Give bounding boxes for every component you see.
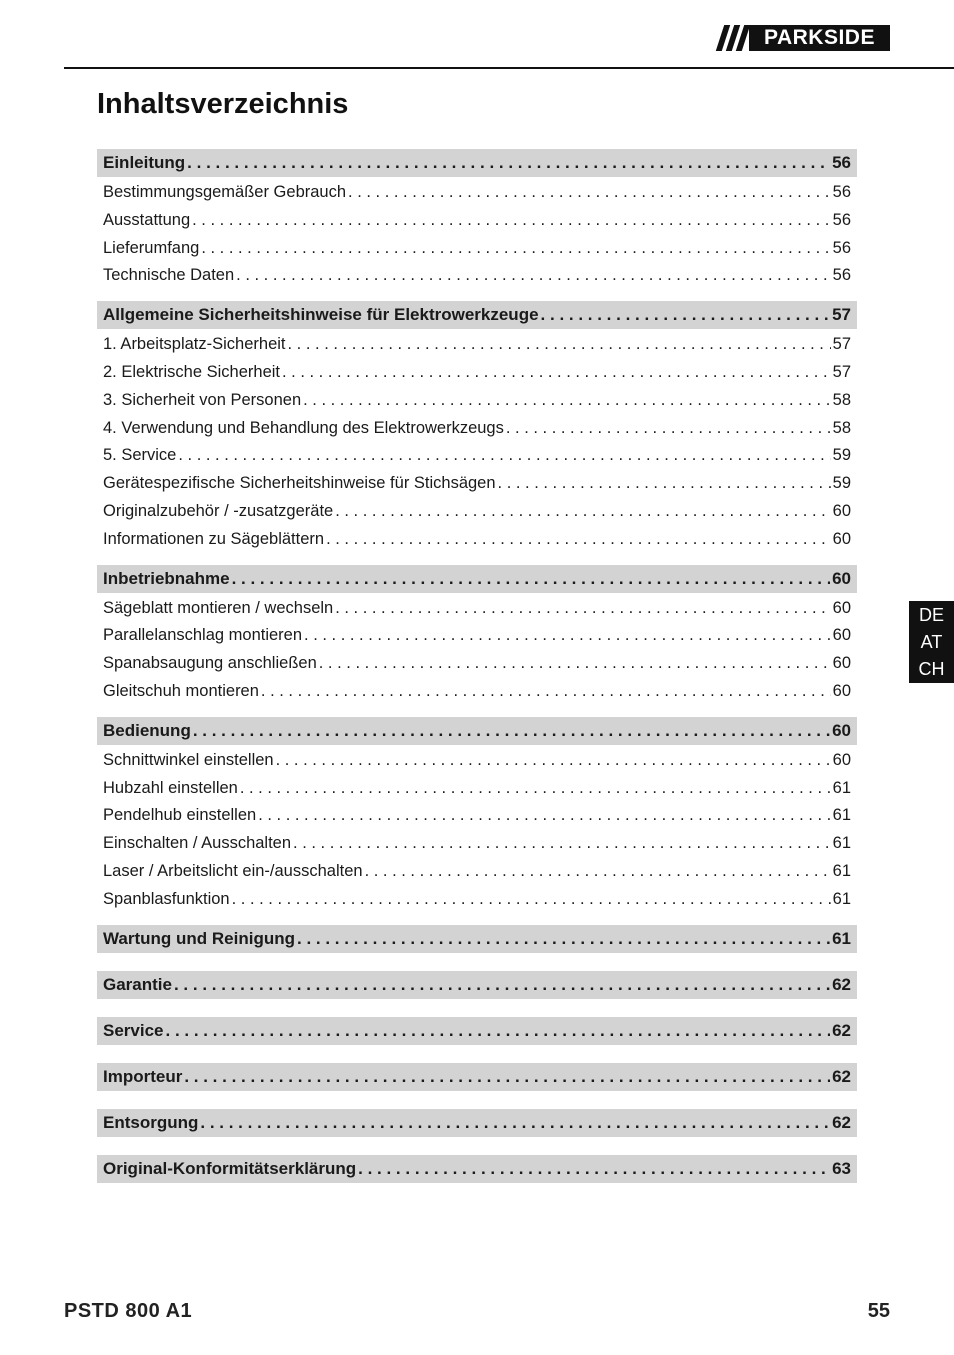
toc-entry-page: 59 [832, 446, 851, 465]
toc-section[interactable] [97, 717, 857, 745]
toc-entry-page: 58 [832, 390, 851, 409]
toc-section-label: Inbetriebnahme [103, 568, 230, 588]
toc-entry-label: 5. Service [103, 446, 177, 465]
toc-entry-label: Spanblasfunktion [103, 889, 230, 908]
toc-section-label: Original-Konformitätserklärung [103, 1158, 357, 1178]
dot-leader [303, 387, 831, 415]
header-rule [64, 67, 954, 69]
toc-entry[interactable] [97, 595, 857, 623]
toc-entry-label: Gerätespezifische Sicherheitshinweise für Stichsägen [103, 474, 496, 493]
toc-section-label: Garantie [103, 974, 172, 994]
toc-section[interactable] [97, 1017, 857, 1045]
toc-section[interactable] [97, 971, 857, 999]
dot-leader [261, 678, 831, 706]
toc-entry-page: 59 [832, 474, 851, 493]
toc-entry-label: Sägeblatt montieren / wechseln [103, 598, 334, 617]
toc-entry-page: 57 [832, 335, 851, 354]
toc-entry[interactable] [97, 262, 857, 290]
toc-entry-label: Einschalten / Ausschalten [103, 834, 292, 853]
dot-leader [193, 717, 830, 745]
toc-entry-page: 61 [832, 806, 851, 825]
toc-section-label: Importeur [103, 1066, 183, 1086]
language-de: DE [918, 604, 944, 625]
dot-leader [192, 207, 831, 235]
toc-entry-label: Schnittwinkel einstellen [103, 750, 274, 769]
table-of-contents [97, 149, 857, 1185]
dot-leader [240, 775, 831, 803]
toc-entry[interactable] [97, 498, 857, 526]
toc-entry[interactable] [97, 415, 857, 443]
toc-entry-label: Originalzubehör / -zusatzgeräte [103, 501, 334, 520]
toc-section[interactable] [97, 149, 857, 177]
toc-section-label: Bedienung [103, 720, 191, 740]
page-title: Inhaltsverzeichnis [97, 88, 349, 120]
dot-leader [348, 179, 831, 207]
language-ch: CH [918, 658, 945, 679]
toc-entry[interactable] [97, 442, 857, 470]
dot-leader [304, 622, 831, 650]
footer-model: PSTD 800 A1 [64, 1300, 193, 1322]
dot-leader [236, 262, 830, 290]
dot-leader [232, 886, 831, 914]
dot-leader [282, 359, 831, 387]
parkside-logo [715, 25, 890, 51]
toc-entry[interactable] [97, 470, 857, 498]
toc-section[interactable] [97, 1063, 857, 1091]
toc-section-page: 56 [832, 153, 851, 172]
toc-entry[interactable] [97, 359, 857, 387]
dot-leader [319, 650, 831, 678]
toc-entry-page: 61 [832, 861, 851, 880]
dot-leader [297, 925, 830, 953]
toc-entry-page: 60 [832, 626, 851, 645]
toc-entry-page: 56 [832, 238, 851, 257]
toc-entry-label: Hubzahl einstellen [103, 778, 238, 797]
toc-entry-page: 60 [832, 529, 851, 548]
toc-section[interactable] [97, 1109, 857, 1137]
toc-entry-label: Lieferumfang [103, 238, 200, 257]
toc-section-page: 62 [832, 974, 851, 994]
toc-entry[interactable] [97, 650, 857, 678]
toc-entry[interactable] [97, 678, 857, 706]
dot-leader [335, 595, 830, 623]
toc-entry-label: Laser / Arbeitslicht ein-/ausschalten [103, 861, 363, 880]
toc-entry-page: 58 [832, 418, 851, 437]
dot-leader [335, 498, 830, 526]
toc-entry[interactable] [97, 802, 857, 830]
toc-entry-label: 3. Sicherheit von Personen [103, 390, 302, 409]
toc-entry-label: Technische Daten [103, 266, 235, 285]
dot-leader [232, 565, 830, 593]
toc-section-page: 62 [832, 1066, 851, 1086]
toc-entry[interactable] [97, 179, 857, 207]
toc-section[interactable] [97, 925, 857, 953]
toc-entry-label: Informationen zu Sägeblättern [103, 529, 325, 548]
toc-entry-page: 60 [832, 654, 851, 673]
toc-entry[interactable] [97, 830, 857, 858]
dot-leader [293, 830, 831, 858]
toc-entry-page: 61 [832, 778, 851, 797]
toc-entry[interactable] [97, 886, 857, 914]
dot-leader [178, 442, 830, 470]
toc-entry[interactable] [97, 858, 857, 886]
toc-entry-label: Gleitschuh montieren [103, 681, 259, 700]
dot-leader [541, 301, 831, 329]
footer-page-number: 55 [867, 1300, 890, 1322]
toc-entry[interactable] [97, 747, 857, 775]
dot-leader [166, 1017, 831, 1045]
dot-leader [276, 747, 831, 775]
dot-leader [326, 526, 831, 554]
toc-section-page: 61 [832, 928, 851, 948]
toc-entry-page: 56 [832, 183, 851, 201]
toc-entry-label: Bestimmungsgemäßer Gebrauch [103, 183, 347, 201]
dot-leader [201, 235, 830, 263]
toc-entry-label: 4. Verwendung und Behandlung des Elektrowerkzeugs [103, 418, 504, 437]
dot-leader [498, 470, 831, 498]
dot-leader [365, 858, 831, 886]
logo-slashes [715, 25, 749, 51]
language-tab [909, 601, 954, 683]
toc-section-label: Allgemeine Sicherheitshinweise für Elektrowerkzeuge [103, 305, 539, 325]
toc-entry-page: 60 [832, 598, 851, 617]
toc-section-label: Service [103, 1020, 164, 1040]
dot-leader [184, 1063, 830, 1091]
toc-section-page: 60 [832, 720, 851, 740]
toc-entry-page: 60 [832, 501, 851, 520]
toc-entry-page: 56 [832, 266, 851, 285]
toc-entry-label: Pendelhub einstellen [103, 806, 257, 825]
toc-section-label: Wartung und Reinigung [103, 928, 295, 948]
toc-section-page: 57 [832, 305, 851, 325]
toc-entry-page: 61 [832, 889, 851, 908]
toc-entry-label: 2. Elektrische Sicherheit [103, 362, 280, 381]
toc-entry-page: 61 [832, 834, 851, 853]
toc-section[interactable] [97, 301, 857, 329]
toc-entry[interactable] [97, 235, 857, 263]
toc-entry-page: 56 [832, 210, 851, 229]
toc-entry-label: Ausstattung [103, 210, 191, 229]
toc-section-page: 62 [832, 1112, 851, 1132]
language-at: AT [920, 631, 943, 652]
toc-entry[interactable] [97, 775, 857, 803]
dot-leader [358, 1155, 830, 1183]
toc-section[interactable] [97, 1155, 857, 1183]
toc-entry-page: 60 [832, 750, 851, 769]
dot-leader [187, 149, 830, 177]
dot-leader [288, 331, 831, 359]
toc-entry[interactable] [97, 331, 857, 359]
dot-leader [258, 802, 830, 830]
toc-section[interactable] [97, 565, 857, 593]
dot-leader [200, 1109, 830, 1137]
toc-section-page: 63 [832, 1158, 851, 1178]
toc-section-label: Einleitung [103, 153, 186, 172]
toc-entry-label: Parallelanschlag montieren [103, 626, 303, 645]
toc-entry-label: Spanabsaugung anschließen [103, 654, 317, 673]
toc-entry-label: 1. Arbeitsplatz-Sicherheit [103, 335, 286, 354]
toc-section-page: 60 [832, 568, 851, 588]
toc-entry[interactable] [97, 387, 857, 415]
toc-entry[interactable] [97, 207, 857, 235]
toc-entry[interactable] [97, 526, 857, 554]
toc-entry-page: 60 [832, 681, 851, 700]
toc-section-label: Entsorgung [103, 1112, 199, 1132]
logo-wordmark: PARKSIDE [749, 25, 890, 51]
toc-entry[interactable] [97, 622, 857, 650]
dot-leader [174, 971, 830, 999]
toc-section-page: 62 [832, 1020, 851, 1040]
dot-leader [506, 415, 831, 443]
toc-entry-page: 57 [832, 362, 851, 381]
